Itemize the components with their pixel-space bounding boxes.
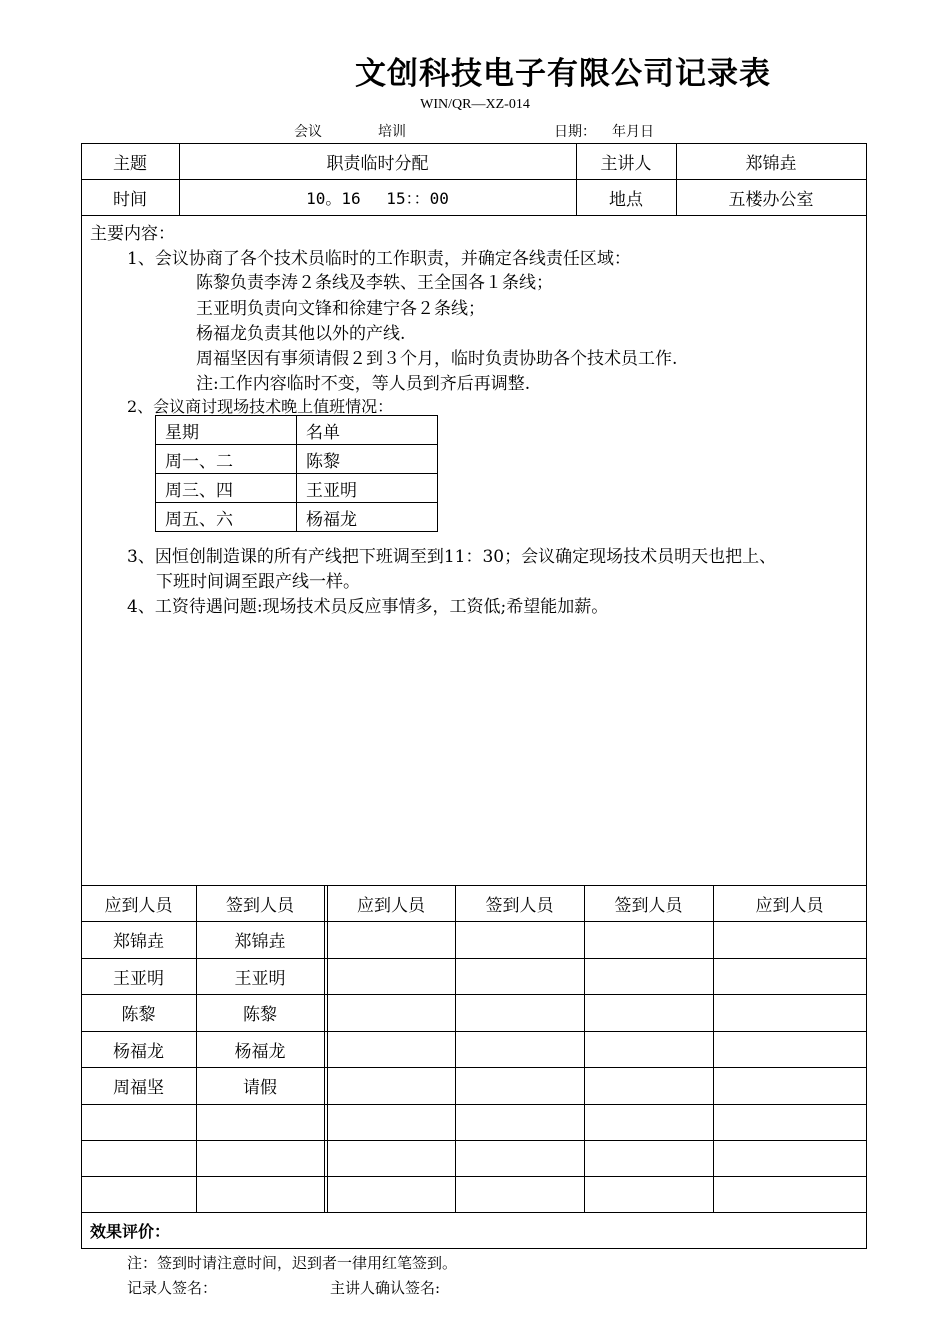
attendance-header-expected: 应到人员 bbox=[755, 895, 824, 916]
content-item-1-line: 周福坚因有事须请假２到３个月，临时负责协助各个技术员工作. bbox=[196, 349, 678, 369]
attendance-header-signed: 签到人员 bbox=[485, 895, 554, 916]
date-value: 年月日 bbox=[612, 124, 654, 140]
date-label: 日期： bbox=[554, 124, 596, 140]
duty-header-day: 星期 bbox=[156, 416, 297, 445]
duty-header-name: 名单 bbox=[297, 416, 438, 445]
attendance-header-signed: 签到人员 bbox=[226, 895, 294, 916]
attendance-expected: 王亚明 bbox=[113, 968, 164, 989]
footer-note: 注：签到时请注意时间，迟到者一律用红笔签到。 bbox=[127, 1254, 458, 1272]
content-item-1-line: 王亚明负责向文锋和徐建宁各２条线； bbox=[196, 299, 485, 319]
document-code: WIN/QR—XZ-014 bbox=[420, 97, 530, 112]
attendance-expected: 杨福龙 bbox=[113, 1041, 164, 1062]
table-row bbox=[156, 474, 438, 503]
evaluation-label: 效果评价： bbox=[90, 1222, 171, 1241]
attendance-signed: 杨福龙 bbox=[234, 1041, 286, 1062]
content-item-1-line: 陈黎负责李涛２条线及李轶、王全国各１条线； bbox=[196, 273, 553, 293]
attendance-expected: 周福坚 bbox=[113, 1078, 164, 1098]
attendance-signed: 陈黎 bbox=[243, 1005, 277, 1025]
content-item-1-line: 杨福龙负责其他以外的产线. bbox=[196, 324, 406, 344]
table-row bbox=[156, 416, 438, 445]
duty-day: 周一、二 bbox=[156, 445, 297, 474]
speaker-label: 主讲人 bbox=[600, 153, 652, 174]
topic-label: 主题 bbox=[113, 153, 147, 174]
content-item-4: 4、工资待遇问题:现场技术员反应事情多，工资低;希望能加薪。 bbox=[127, 597, 609, 617]
topic-value: 职责临时分配 bbox=[326, 153, 429, 174]
table-row bbox=[156, 445, 438, 474]
attendance-signed: 郑锦垚 bbox=[234, 932, 286, 952]
attendance-signed: 请假 bbox=[243, 1078, 277, 1098]
meeting-type-meeting: 会议 bbox=[294, 124, 322, 140]
place-label: 地点 bbox=[609, 189, 643, 210]
duty-name: 杨福龙 bbox=[297, 503, 438, 532]
attendance-header-signed: 签到人员 bbox=[614, 895, 683, 916]
duty-table bbox=[155, 415, 438, 532]
attendance-header-expected: 应到人员 bbox=[357, 895, 425, 916]
content-item-2: 2、会议商讨现场技术晚上值班情况： bbox=[127, 397, 394, 416]
attendance-signed: 王亚明 bbox=[234, 968, 286, 989]
content-item-1: 1、会议协商了各个技术员临时的工作职责，并确定各线责任区域： bbox=[127, 249, 631, 269]
attendance-header-expected: 应到人员 bbox=[104, 895, 173, 916]
attendance-expected: 郑锦垚 bbox=[113, 932, 164, 952]
place-value: 五楼办公室 bbox=[728, 189, 814, 210]
time-label: 时间 bbox=[113, 189, 147, 210]
time-value: 10。16 15：：00 bbox=[306, 188, 449, 208]
duty-day: 周三、四 bbox=[156, 474, 297, 503]
duty-day: 周五、六 bbox=[156, 503, 297, 532]
meeting-type-training: 培训 bbox=[378, 124, 406, 140]
recorder-signature-label: 记录人签名： bbox=[127, 1279, 218, 1297]
speaker-value: 郑锦垚 bbox=[745, 153, 797, 174]
content-item-3-cont: 下班时间调至跟产线一样。 bbox=[156, 572, 360, 592]
content-item-3: 3、因恒创制造课的所有产线把下班调至到11：30；会议确定现场技术员明天也把上、 bbox=[127, 547, 777, 567]
content-item-1-line: 注:工作内容临时不变，等人员到齐后再调整. bbox=[196, 374, 531, 394]
document-title: 文创科技电子有限公司记录表 bbox=[355, 56, 771, 92]
attendance-expected: 陈黎 bbox=[121, 1005, 156, 1025]
duty-name: 王亚明 bbox=[297, 474, 438, 503]
table-row bbox=[156, 503, 438, 532]
content-heading: 主要内容： bbox=[90, 224, 175, 244]
duty-name: 陈黎 bbox=[297, 445, 438, 474]
speaker-confirm-signature-label: 主讲人确认签名: bbox=[330, 1279, 441, 1297]
